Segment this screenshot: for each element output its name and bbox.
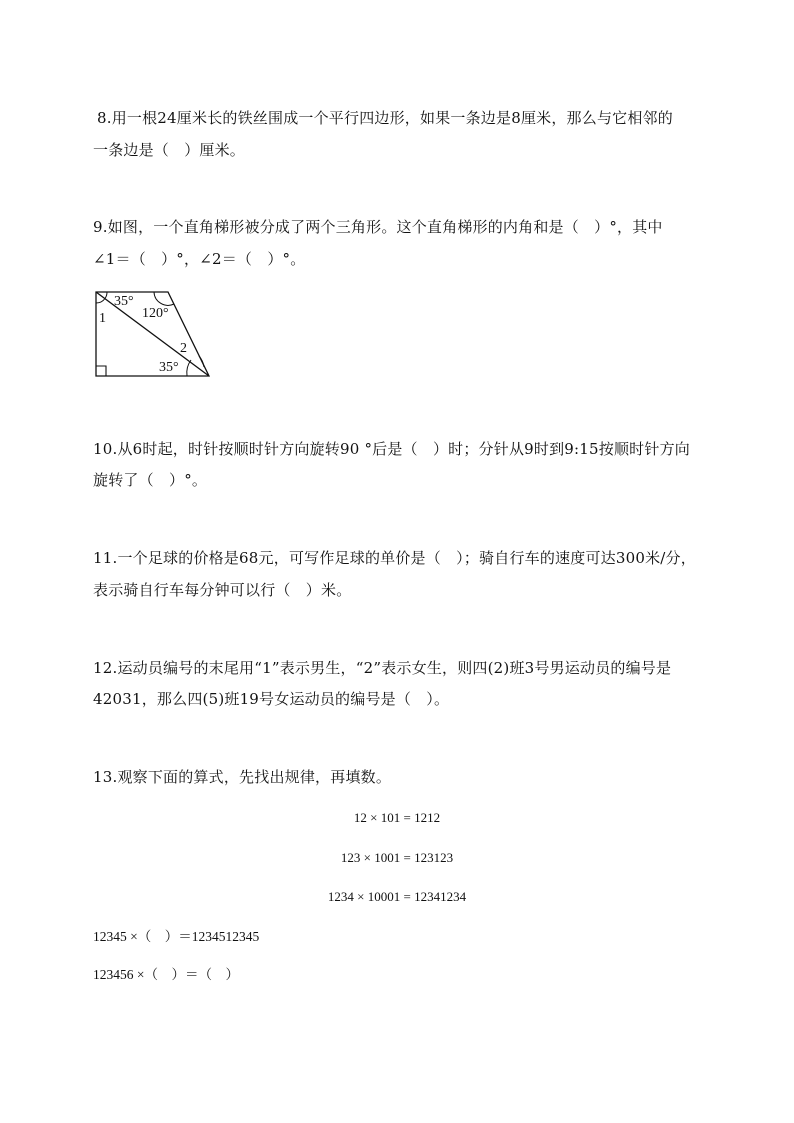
q8-line-1: 8.用一根24厘米长的铁丝围成一个平行四边形，如果一条边是8厘米，那么与它相邻的 — [97, 109, 673, 127]
label-2: 2 — [180, 341, 187, 356]
q9-line-2: ∠1＝（ ）°，∠2＝（ ）°。 — [93, 250, 306, 268]
q12-line-2: 42031，那么四(5)班19号女运动员的编号是（ ）。 — [93, 690, 450, 708]
q12-line-1: 12.运动员编号的末尾用“1”表示男生，“2”表示女生，则四(2)班3号男运动员的编号是 — [93, 659, 672, 677]
q13-line-1: 13.观察下面的算式，先找出规律，再填数。 — [93, 768, 392, 786]
q13-fill-2: 123456 ×（ ）＝（ ） — [93, 967, 239, 982]
label-angle-bottom: 35° — [159, 360, 179, 375]
q11-line-1: 11.一个足球的价格是68元，可写作足球的单价是（ ）；骑自行车的速度可达300米/分， — [93, 549, 696, 567]
q10-line-2: 旋转了（ ）°。 — [93, 471, 208, 489]
angle-35-top-arc — [105, 292, 107, 299]
diagonal-line — [96, 292, 209, 376]
q13-equation-1: 12 × 101 = 1212 — [353, 810, 441, 825]
angle-1-arc — [96, 299, 105, 304]
right-angle-mark — [96, 366, 106, 376]
label-angle-top: 35° — [114, 294, 134, 309]
right-trapezoid-figure — [92, 288, 217, 380]
q13-equation-2: 123 × 1001 = 123123 — [340, 850, 454, 865]
label-1: 1 — [99, 311, 106, 326]
q11-line-2: 表示骑自行车每分钟可以行（ ）米。 — [93, 581, 352, 599]
q10-line-1: 10.从6时起，时针按顺时针方向旋转90 °后是（ ）时；分针从9时到9:15按顺时针方向 — [93, 440, 690, 458]
q13-fill-1: 12345 ×（ ）＝1234512345 — [93, 929, 260, 944]
q8-line-2: 一条边是（ ）厘米。 — [93, 141, 246, 159]
label-angle-mid: 120° — [142, 306, 169, 321]
q13-equation-3: 1234 × 10001 = 12341234 — [327, 889, 467, 904]
q9-line-1: 9.如图，一个直角梯形被分成了两个三角形。这个直角梯形的内角和是（ ）°，其中 — [93, 218, 663, 236]
